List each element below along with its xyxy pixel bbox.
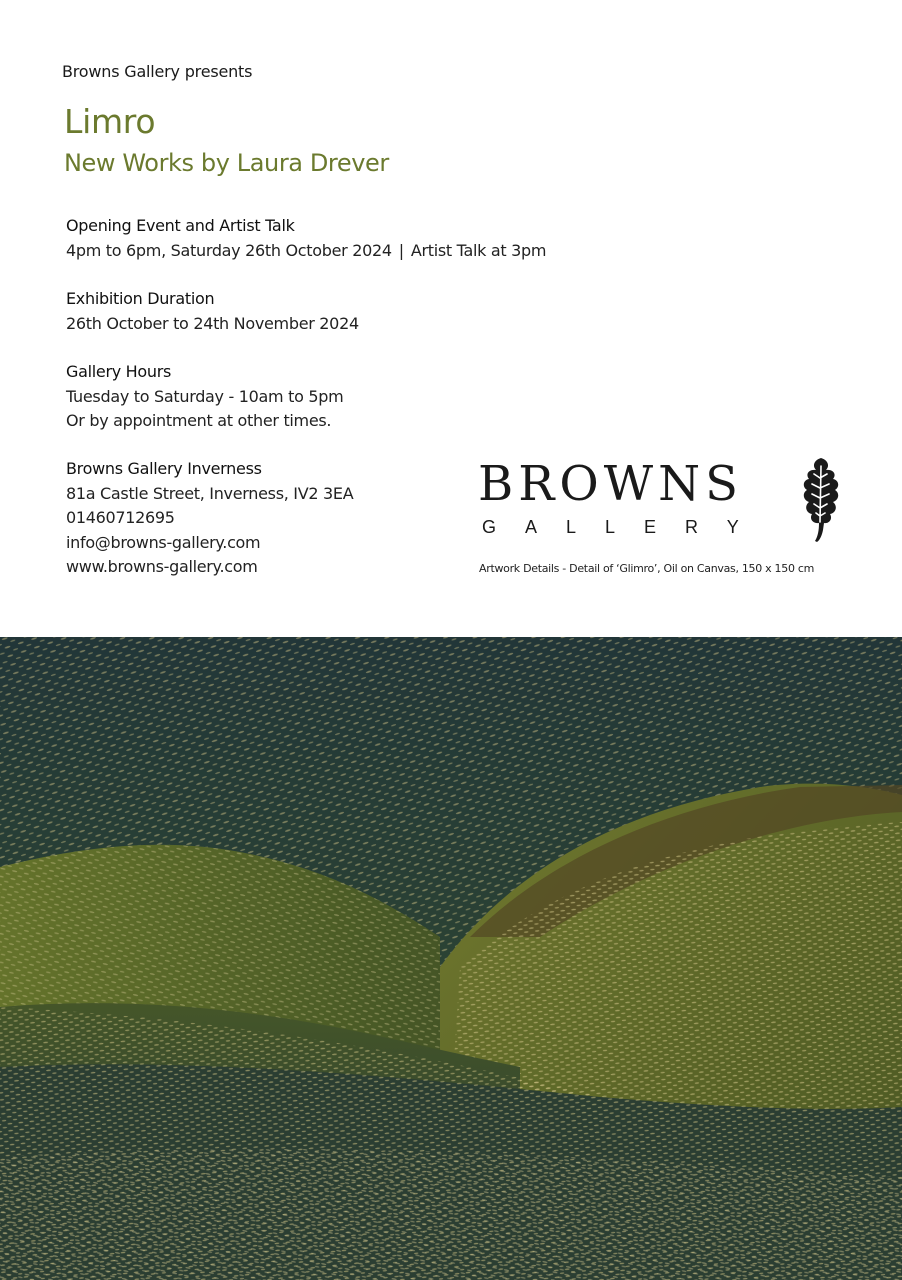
opening-event-time: 4pm to 6pm, Saturday 26th October 2024 <box>66 240 392 260</box>
contact-section <box>66 457 353 580</box>
separator: | <box>398 240 404 260</box>
hours-heading: Gallery Hours <box>66 362 172 381</box>
contact-website: www.browns-gallery.com <box>66 557 258 576</box>
contact-phone: 01460712695 <box>66 508 175 527</box>
artwork-painting <box>0 637 902 1280</box>
contact-address: 81a Castle Street, Inverness, IV2 3EA <box>66 483 354 503</box>
exhibition-title: Limro <box>64 102 156 141</box>
opening-event-details <box>66 239 546 264</box>
leaf-icon <box>800 456 842 544</box>
artwork-image <box>0 637 902 1280</box>
exhibition-duration-section <box>66 287 359 336</box>
exhibition-subtitle: New Works by Laura Drever <box>64 149 389 177</box>
presenter-line: Browns Gallery presents <box>62 62 253 81</box>
opening-event-section <box>66 214 546 263</box>
opening-event-heading: Opening Event and Artist Talk <box>66 216 295 235</box>
contact-email: info@browns-gallery.com <box>66 532 261 552</box>
logo-subtitle: GALLERY <box>482 517 768 537</box>
artist-talk-time: Artist Talk at 3pm <box>410 240 547 260</box>
hours-line-1: Tuesday to Saturday - 10am to 5pm <box>66 386 344 406</box>
gallery-hours-section <box>66 360 343 434</box>
browns-gallery-logo <box>478 454 848 549</box>
artwork-caption: Artwork Details - Detail of ‘Glimro’, Oil on Canvas, 150 x 150 cm <box>479 562 815 575</box>
logo-wordmark: BROWNS <box>478 456 743 512</box>
contact-heading: Browns Gallery Inverness <box>66 459 262 478</box>
duration-dates: 26th October to 24th November 2024 <box>66 313 359 333</box>
duration-heading: Exhibition Duration <box>66 289 215 308</box>
hours-line-2: Or by appointment at other times. <box>66 411 332 430</box>
